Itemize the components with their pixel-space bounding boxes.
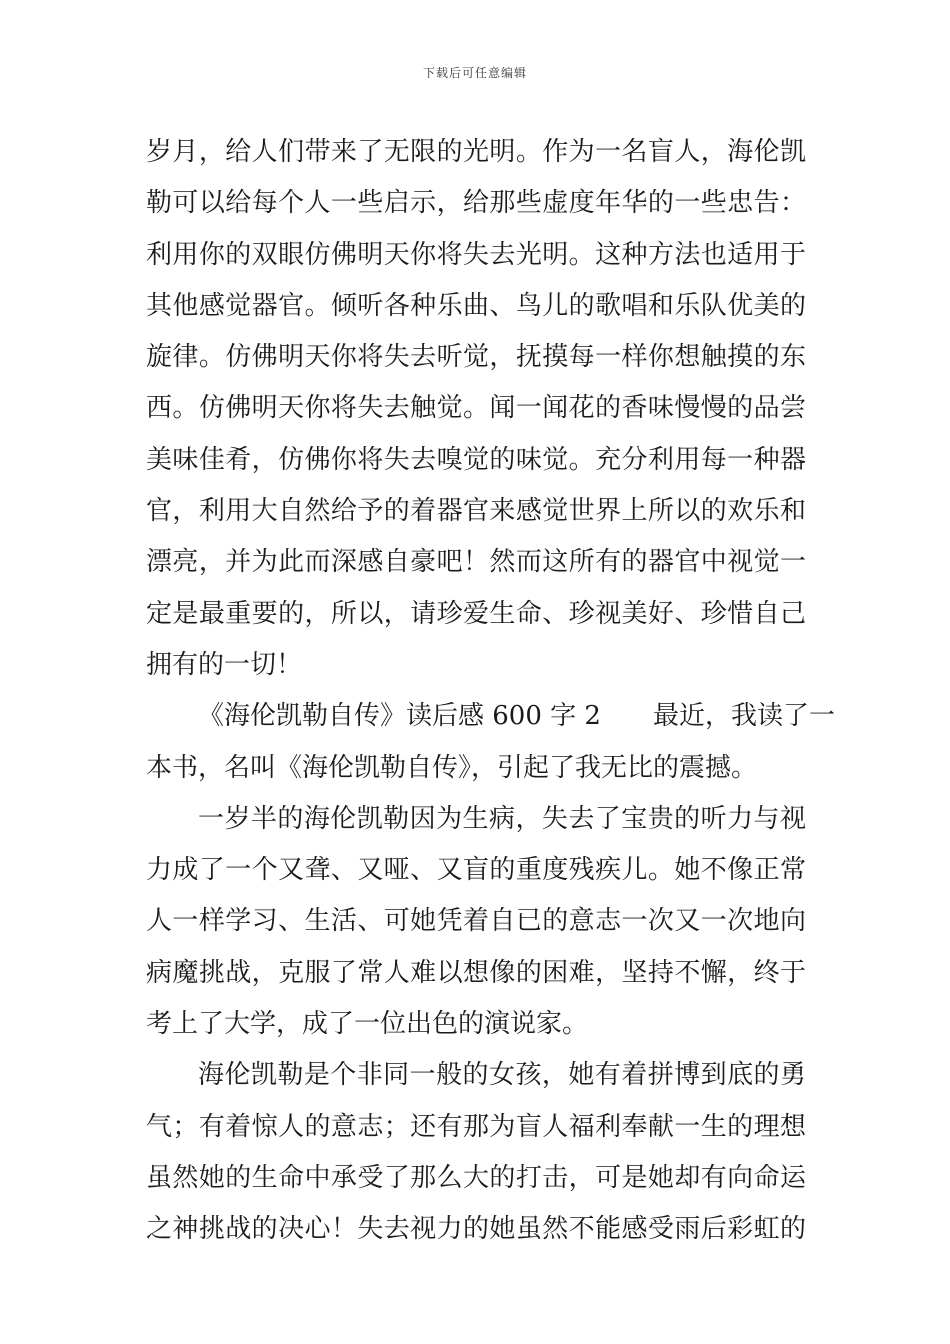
text-line: 勒可以给每个人一些启示，给那些虚度年华的一些忠告： xyxy=(146,188,806,219)
text-line: 之神挑战的决心！失去视力的她虽然不能感受雨后彩虹的 xyxy=(146,1214,806,1245)
text-line: 官，利用大自然给予的着器官来感觉世界上所以的欢乐和 xyxy=(146,496,806,527)
text-line: 病魔挑战，克服了常人难以想像的困难，坚持不懈，终于 xyxy=(146,957,806,988)
text-line: 考上了大学，成了一位出色的演说家。 xyxy=(146,1009,589,1040)
paragraph-start: 一岁半的海伦凯勒因为生病，失去了宝贵的听力与视 xyxy=(198,803,806,834)
text-line: 漂亮，并为此而深感自豪吧！然而这所有的器官中视觉一 xyxy=(146,547,806,578)
text-line: 气；有着惊人的意志；还有那为盲人福利奉献一生的理想 xyxy=(146,1111,806,1142)
text-line: 人一样学习、生活、可她凭着自已的意志一次又一次地向 xyxy=(146,906,806,937)
body-text xyxy=(146,127,835,1256)
text-line: 虽然她的生命中承受了那么大的打击，可是她却有向命运 xyxy=(146,1162,806,1193)
page-header: 下载后可任意编辑 xyxy=(422,66,527,80)
section-title: 《海伦凯勒自传》读后感 600 字 2 xyxy=(198,701,601,732)
text-line: 其他感觉器官。倾听各种乐曲、鸟儿的歌唱和乐队优美的 xyxy=(146,290,806,321)
text-line: 本书，名叫《海伦凯勒自传》，引起了我无比的震撼。 xyxy=(146,752,758,783)
section-opening: 最近，我读了一 xyxy=(652,701,835,732)
section-title-line xyxy=(146,691,835,742)
text-line: 定是最重要的，所以，请珍爱生命、珍视美好、珍惜自己 xyxy=(146,598,806,629)
text-line: 旋律。仿佛明天你将失去听觉，抚摸每一样你想触摸的东 xyxy=(146,342,806,373)
text-line: 拥有的一切！ xyxy=(146,649,303,680)
paragraph-start: 海伦凯勒是个非同一般的女孩，她有着拼博到底的勇 xyxy=(198,1060,806,1091)
text-line: 西。仿佛明天你将失去触觉。闻一闻花的香味慢慢的品尝 xyxy=(146,393,806,424)
text-line: 力成了一个又聋、又哑、又盲的重度残疾儿。她不像正常 xyxy=(146,855,806,886)
text-line: 利用你的双眼仿佛明天你将失去光明。这种方法也适用于 xyxy=(146,239,806,270)
text-line: 美味佳肴，仿佛你将失去嗅觉的味觉。充分利用每一种器 xyxy=(146,444,806,475)
text-line: 岁月，给人们带来了无限的光明。作为一名盲人，海伦凯 xyxy=(146,137,806,167)
